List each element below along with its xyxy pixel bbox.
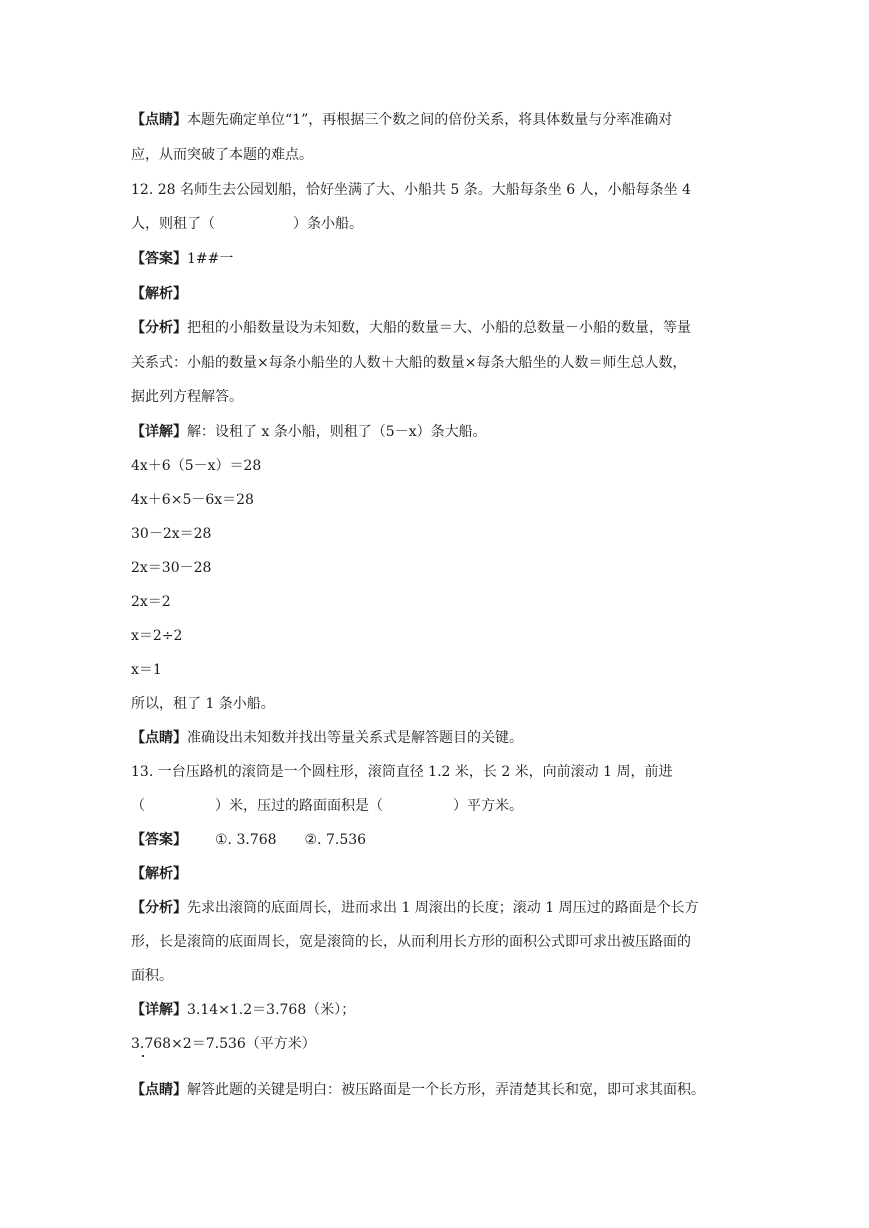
q12-xiangjie-line1	[131, 422, 487, 442]
fenxi-label: 【分析】	[131, 900, 187, 916]
tip-text: 解答此题的关键是明白：被压路面是一个长方形，弄清楚其长和宽，即可求其面积。	[187, 1082, 705, 1098]
q12-fenxi-line2: 关系式：小船的数量×每条小船坐的人数＋大船的数量×每条大船坐的人数＝师生总人数，	[131, 355, 687, 371]
q12-answer	[131, 249, 233, 269]
tip-label: 【点睛】	[131, 112, 187, 128]
fenxi-label: 【分析】	[131, 320, 187, 336]
q11-tip-line2: 应，从而突破了本题的难点。	[131, 147, 313, 163]
answer-1: ①. 3.768	[215, 832, 277, 848]
q12-fenxi-line1	[131, 318, 691, 338]
q13-answer	[131, 830, 366, 850]
q12-step-1: 4x＋6（5－x）＝28	[131, 458, 262, 474]
q12-question-text-a: 人，则租了（	[131, 216, 215, 232]
xiangjie-text: 解：设租了 x 条小船，则租了（5－x）条大船。	[187, 424, 487, 440]
answer-value: 1##一	[187, 251, 234, 267]
q13-fenxi-line1	[131, 898, 699, 918]
tip-text: 准确设出未知数并找出等量关系式是解答题目的关键。	[187, 730, 523, 746]
q12-step-6: x＝2÷2	[131, 628, 183, 644]
q12-question-line1: 12. 28 名师生去公园划船，恰好坐满了大、小船共 5 条。大船每条坐 6 人，小船每条坐 4	[131, 182, 691, 198]
q12-analysis-label: 【解析】	[131, 286, 187, 302]
q13-question-text-b: ）米，压过的路面面积是（	[215, 798, 383, 814]
q12-question-line2	[131, 214, 363, 234]
q13-analysis-label: 【解析】	[131, 866, 187, 882]
xiangjie-label: 【详解】	[131, 424, 187, 440]
tip-label: 【点睛】	[131, 1082, 187, 1098]
tip-text: 本题先确定单位“1”，再根据三个数之间的倍份关系，将具体数量与分率准确对	[187, 112, 673, 128]
stray-dot	[142, 1055, 144, 1057]
answer-label: 【答案】	[131, 832, 187, 848]
fenxi-text: 先求出滚筒的底面周长，进而求出 1 周滚出的长度；滚动 1 周压过的路面是个长方	[187, 900, 699, 916]
xiangjie-label: 【详解】	[131, 1002, 187, 1018]
xiangjie-text: 3.14×1.2＝3.768（米）；	[187, 1002, 356, 1018]
q13-question-text-c: ）平方米。	[453, 798, 523, 814]
q12-step-5: 2x＝2	[131, 594, 171, 610]
q12-step-2: 4x＋6×5－6x＝28	[131, 492, 254, 508]
fenxi-text: 把租的小船数量设为未知数，大船的数量＝大、小船的总数量－小船的数量，等量	[187, 320, 691, 336]
q13-xiangjie-line2: 3.768×2＝7.536（平方米）	[131, 1036, 316, 1052]
q12-step-7: x＝1	[131, 662, 162, 678]
q12-fenxi-line3: 据此列方程解答。	[131, 389, 243, 405]
q13-question-line1: 13. 一台压路机的滚筒是一个圆柱形，滚筒直径 1.2 米，长 2 米，向前滚动 1 周，前进	[131, 764, 673, 780]
q13-question-line2	[131, 796, 523, 816]
q11-tip-line1	[131, 110, 672, 130]
q12-conclusion: 所以，租了 1 条小船。	[131, 696, 275, 712]
q12-tip	[131, 728, 523, 748]
q13-tip	[131, 1080, 705, 1100]
answer-label: 【答案】	[131, 251, 187, 267]
q12-step-3: 30－2x＝28	[131, 526, 212, 542]
tip-label: 【点睛】	[131, 730, 187, 746]
q13-xiangjie-line1	[131, 1000, 355, 1020]
q13-fenxi-line2: 形，长是滚筒的底面周长，宽是滚筒的长，从而利用长方形的面积公式即可求出被压路面的	[131, 934, 691, 950]
q12-question-text-b: ）条小船。	[293, 216, 363, 232]
q13-fenxi-line3: 面积。	[131, 968, 173, 984]
q13-question-text-a: （	[131, 798, 145, 814]
answer-2: ②. 7.536	[304, 832, 367, 848]
q12-step-4: 2x＝30－28	[131, 560, 212, 576]
